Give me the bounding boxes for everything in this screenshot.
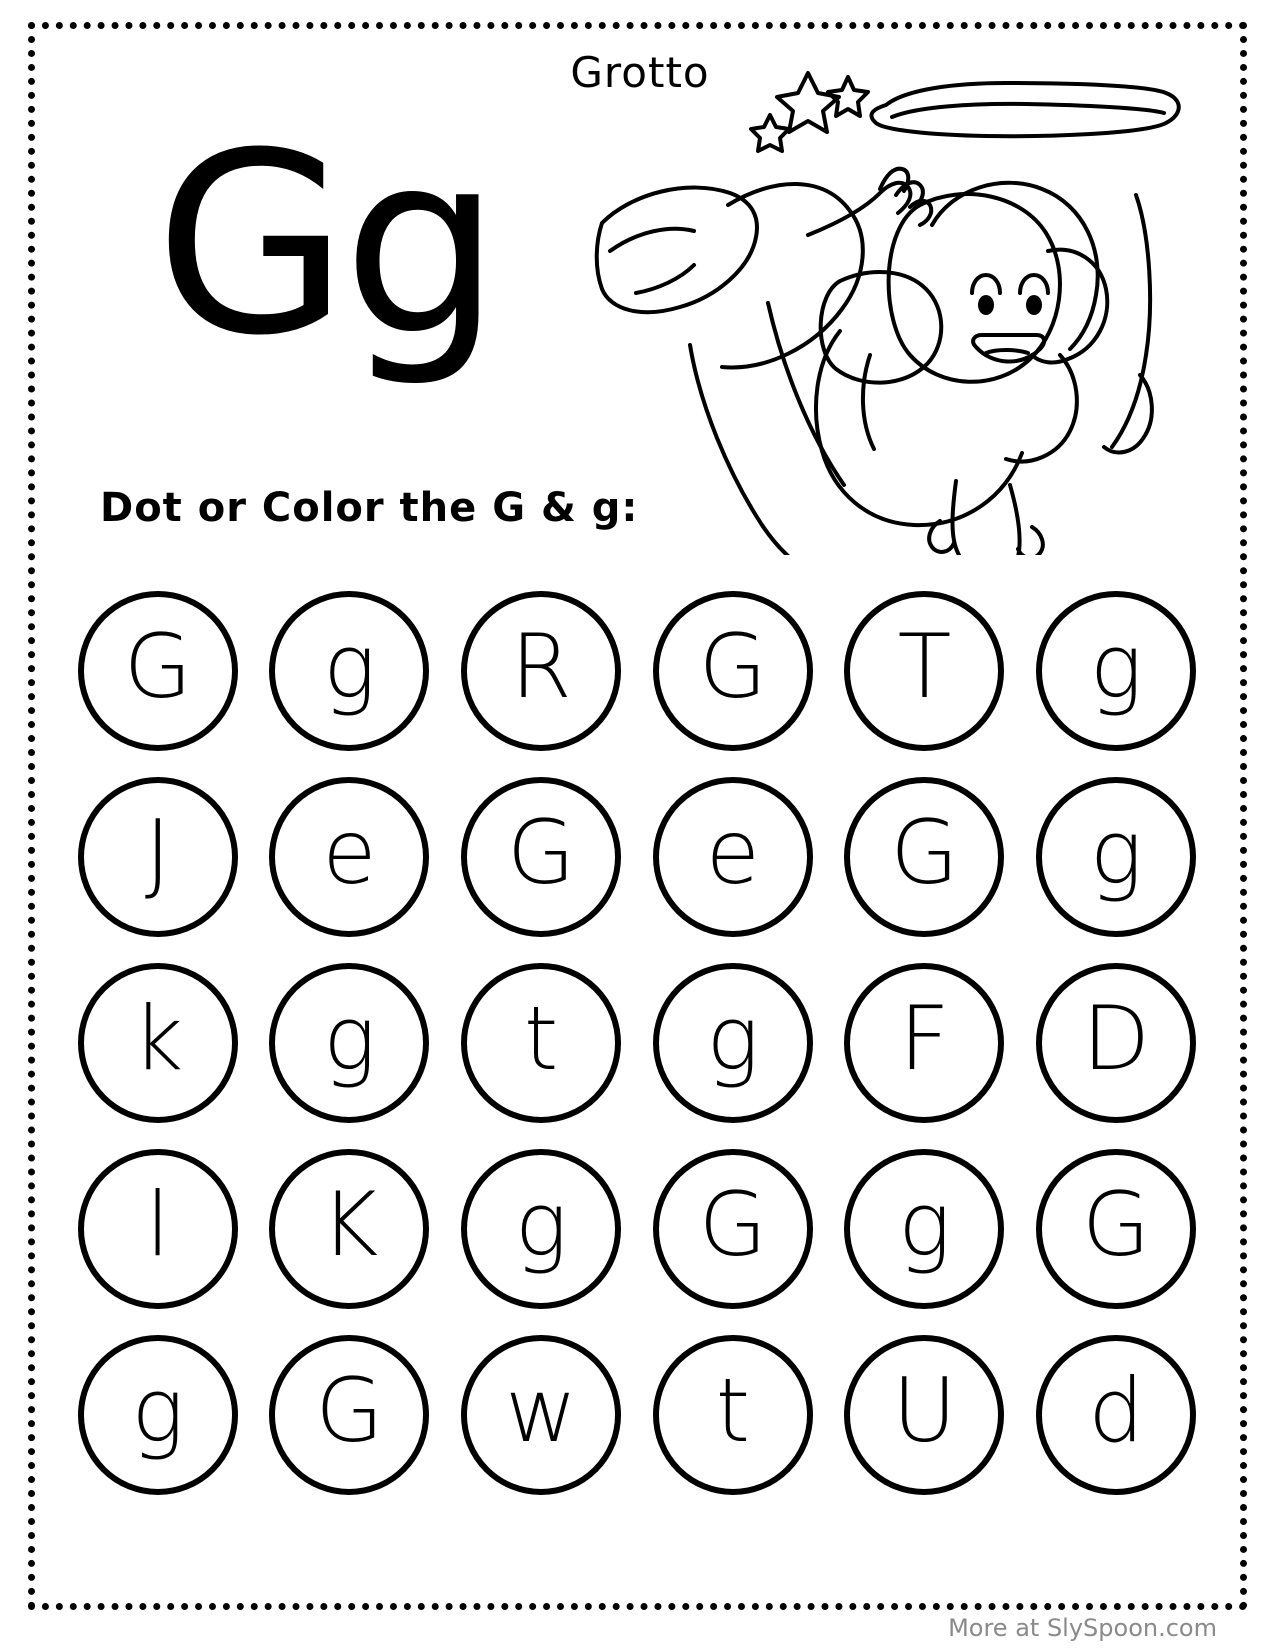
letter-circle-label: g bbox=[1089, 615, 1143, 718]
letter-circle[interactable] bbox=[653, 1149, 813, 1309]
letter-circle-label: g bbox=[1089, 801, 1143, 904]
letter-circle[interactable] bbox=[461, 963, 621, 1123]
letter-circle[interactable] bbox=[1036, 1149, 1196, 1309]
letter-circle-label: G bbox=[315, 1359, 384, 1462]
letter-circle-label: g bbox=[898, 1173, 951, 1276]
word-title: Grotto bbox=[570, 48, 710, 97]
letter-circle[interactable] bbox=[653, 591, 813, 751]
letter-circle-label: e bbox=[322, 801, 377, 904]
letter-circle-label: G bbox=[890, 801, 959, 904]
instruction-text: Dot or Color the G & g: bbox=[100, 485, 639, 531]
letter-circle-label: G bbox=[698, 615, 767, 718]
letter-circle-label: t bbox=[523, 987, 559, 1090]
letter-circle[interactable] bbox=[461, 1149, 621, 1309]
letter-circle-label: G bbox=[698, 1173, 767, 1276]
letter-circle[interactable] bbox=[269, 591, 429, 751]
letter-circle[interactable] bbox=[844, 591, 1004, 751]
letter-circle[interactable] bbox=[78, 777, 238, 937]
letter-circle-label: F bbox=[899, 987, 950, 1090]
girl-flying-illustration bbox=[540, 55, 1200, 555]
letter-circle-label: w bbox=[505, 1359, 578, 1462]
letter-circle[interactable] bbox=[78, 1149, 238, 1309]
letter-circle-label: d bbox=[1088, 1359, 1145, 1462]
letter-circle[interactable] bbox=[844, 1335, 1004, 1495]
letter-circle[interactable] bbox=[78, 963, 238, 1123]
letter-circle-label: g bbox=[323, 615, 376, 718]
letter-circle-grid bbox=[62, 578, 1212, 1508]
letter-circle-label: R bbox=[510, 615, 572, 718]
letter-circle-label: e bbox=[705, 801, 760, 904]
letter-circle[interactable] bbox=[269, 1149, 429, 1309]
letter-circle[interactable] bbox=[653, 777, 813, 937]
letter-circle[interactable] bbox=[844, 963, 1004, 1123]
letter-circle[interactable] bbox=[844, 1149, 1004, 1309]
letter-circle[interactable] bbox=[1036, 591, 1196, 751]
letter-circle[interactable] bbox=[461, 591, 621, 751]
letter-circle[interactable] bbox=[78, 1335, 238, 1495]
letter-circle-label: l bbox=[145, 1173, 171, 1276]
letter-circle[interactable] bbox=[269, 1335, 429, 1495]
letter-circle-label: g bbox=[706, 987, 760, 1090]
letter-circle[interactable] bbox=[844, 777, 1004, 937]
letter-circle-label: t bbox=[715, 1359, 751, 1462]
footer-credit: More at SlySpoon.com bbox=[948, 1614, 1217, 1642]
letter-circle-label: G bbox=[507, 801, 576, 904]
letter-circle[interactable] bbox=[461, 1335, 621, 1495]
letter-circle[interactable] bbox=[653, 1335, 813, 1495]
letter-circle[interactable] bbox=[78, 591, 238, 751]
letter-circle-label: G bbox=[123, 615, 192, 718]
letter-circle[interactable] bbox=[653, 963, 813, 1123]
letter-circle-label: K bbox=[320, 1173, 379, 1276]
letter-circle-label: D bbox=[1082, 987, 1151, 1090]
letter-circle[interactable] bbox=[1036, 777, 1196, 937]
letter-circle[interactable] bbox=[269, 777, 429, 937]
letter-circle-label: g bbox=[131, 1359, 185, 1462]
letter-circle[interactable] bbox=[269, 963, 429, 1123]
letter-circle-label: U bbox=[892, 1359, 957, 1462]
letter-circle[interactable] bbox=[461, 777, 621, 937]
letter-circle-label: k bbox=[132, 987, 184, 1090]
letter-circle-label: g bbox=[323, 987, 376, 1090]
letter-circle-label: J bbox=[144, 801, 171, 904]
letter-circle-label: T bbox=[897, 615, 952, 718]
letter-circle[interactable] bbox=[1036, 1335, 1196, 1495]
letter-circle-label: g bbox=[514, 1173, 568, 1276]
letter-circle-label: G bbox=[1082, 1173, 1151, 1276]
letter-circle[interactable] bbox=[1036, 963, 1196, 1123]
page-title: Gg bbox=[154, 99, 496, 390]
